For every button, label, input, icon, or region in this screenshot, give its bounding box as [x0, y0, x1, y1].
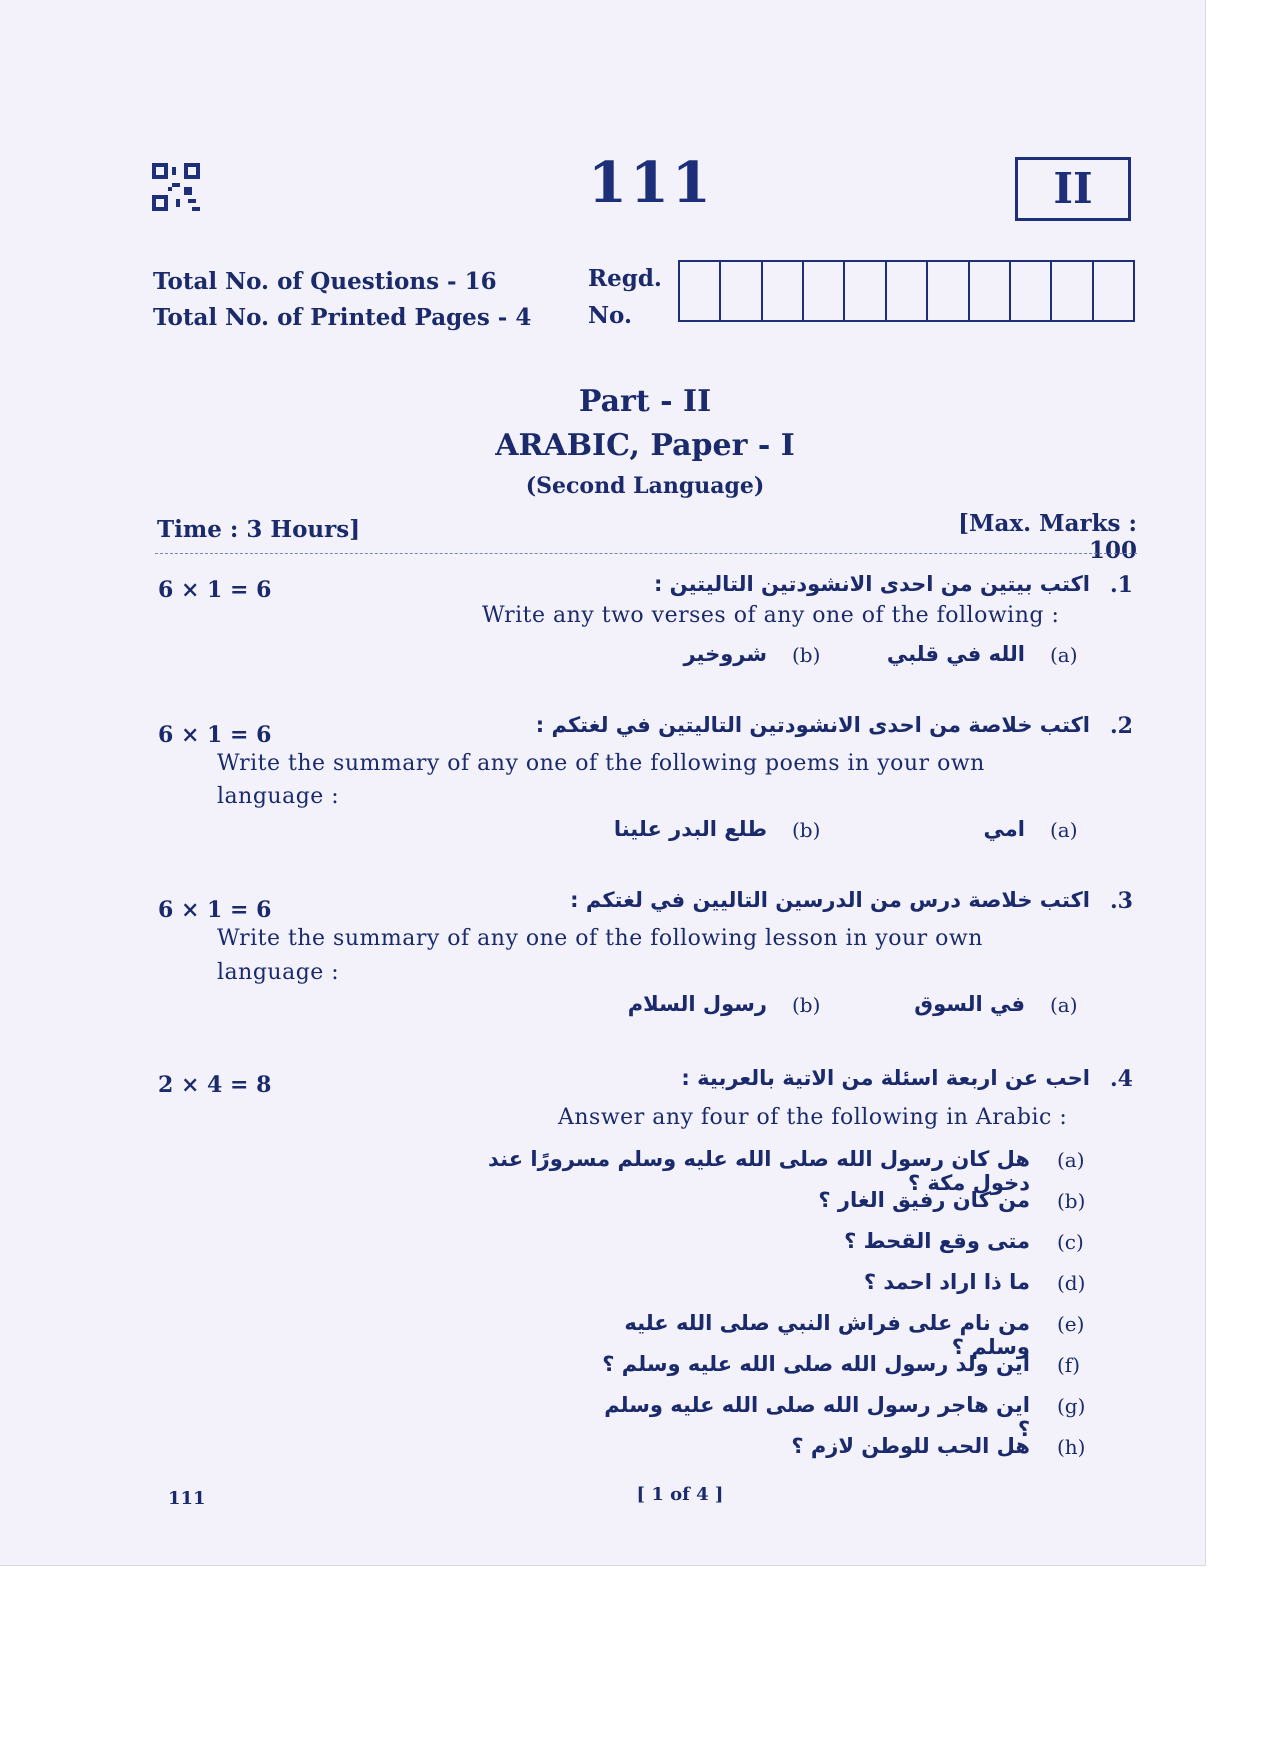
q4-item-b-label: (b): [1057, 1189, 1086, 1213]
q4-item-h: هل الحب للوطن لازم ؟: [791, 1434, 1030, 1458]
no-label: No.: [588, 302, 632, 329]
q4-english: Answer any four of the following in Arabic :: [558, 1105, 1068, 1130]
page-number: [ 1 of 4 ]: [636, 1484, 724, 1505]
time-label: Time : 3 Hours]: [157, 516, 361, 543]
footer-code: 111: [168, 1488, 206, 1509]
part-title: Part - II: [578, 384, 712, 419]
q1-marks: 6 × 1 = 6: [158, 577, 272, 603]
qr-code: [152, 163, 200, 211]
q4-marks: 2 × 4 = 8: [158, 1072, 272, 1098]
q2-opt-a-label: (a): [1050, 818, 1078, 842]
q4-arabic: احب عن اربعة اسئلة من الاتية بالعربية :: [681, 1066, 1090, 1090]
q4-item-d-label: (d): [1057, 1271, 1086, 1295]
divider: [155, 553, 1137, 554]
q4-item-h-label: (h): [1057, 1435, 1086, 1459]
q1-english: Write any two verses of any one of the following :: [482, 603, 1060, 628]
q3-arabic: اكتب خلاصة درس من الدرسين التاليين في لغتكم :: [570, 888, 1090, 912]
q1-opt-a: الله في قلبي: [886, 642, 1025, 666]
regd-label: Regd.: [588, 265, 662, 292]
q3-opt-b: رسول السلام: [627, 992, 767, 1016]
q2-english-line2: language :: [217, 784, 340, 809]
q4-item-a-label: (a): [1057, 1148, 1085, 1172]
q2-opt-b-label: (b): [792, 818, 821, 842]
q1-opt-b-label: (b): [792, 643, 821, 667]
regd-number-boxes[interactable]: [678, 260, 1135, 322]
q4-item-f-label: (f): [1057, 1353, 1081, 1377]
q4-item-a: هل كان رسول الله صلى الله عليه وسلم مسرورًا عند دخول مكة ؟: [488, 1147, 1030, 1195]
total-questions: Total No. of Questions - 16: [153, 268, 497, 295]
q4-item-g: اين هاجر رسول الله صلى الله عليه وسلم ؟: [604, 1393, 1030, 1441]
q3-number: .3: [1110, 888, 1133, 914]
q4-item-f: اين ولد رسول الله صلى الله عليه وسلم ؟: [602, 1352, 1030, 1376]
q4-item-c: متى وقع القحط ؟: [844, 1229, 1030, 1253]
q3-opt-b-label: (b): [792, 993, 821, 1017]
q2-opt-b: طلع البدر علينا: [613, 817, 767, 841]
q4-item-e: من نام على فراش النبي صلى الله عليه وسلم ؟: [624, 1311, 1030, 1359]
q2-opt-a: امي: [983, 817, 1025, 841]
q1-opt-a-label: (a): [1050, 643, 1078, 667]
q3-marks: 6 × 1 = 6: [158, 897, 272, 923]
q2-number: .2: [1110, 713, 1133, 739]
q2-marks: 6 × 1 = 6: [158, 722, 272, 748]
q1-arabic: اكتب بيتين من احدى الانشودتين التاليتين :: [653, 572, 1090, 596]
q4-item-e-label: (e): [1057, 1312, 1085, 1336]
language-title: (Second Language): [525, 473, 765, 499]
q1-number: .1: [1110, 572, 1133, 598]
q2-english-line1: Write the summary of any one of the following poems in your own: [217, 751, 985, 776]
paper-code: 111: [588, 150, 714, 216]
total-pages: Total No. of Printed Pages - 4: [153, 304, 532, 331]
max-marks: [Max. Marks : 100: [958, 510, 1137, 564]
q3-english-line1: Write the summary of any one of the following lesson in your own: [217, 926, 983, 951]
q4-number: .4: [1110, 1066, 1133, 1092]
q3-opt-a-label: (a): [1050, 993, 1078, 1017]
q2-arabic: اكتب خلاصة من احدى الانشودتين التاليتين في لغتكم :: [535, 713, 1090, 737]
q4-item-d: ما ذا اراد احمد ؟: [863, 1270, 1030, 1294]
q1-opt-b: شروخير: [683, 642, 767, 666]
part-box: II: [1015, 157, 1131, 221]
q4-item-g-label: (g): [1057, 1394, 1086, 1418]
subject-title: ARABIC, Paper - I: [495, 428, 795, 463]
q4-item-b: من كان رفيق الغار ؟: [818, 1188, 1030, 1212]
q4-item-c-label: (c): [1057, 1230, 1084, 1254]
q3-english-line2: language :: [217, 960, 340, 985]
q3-opt-a: في السوق: [914, 992, 1025, 1016]
